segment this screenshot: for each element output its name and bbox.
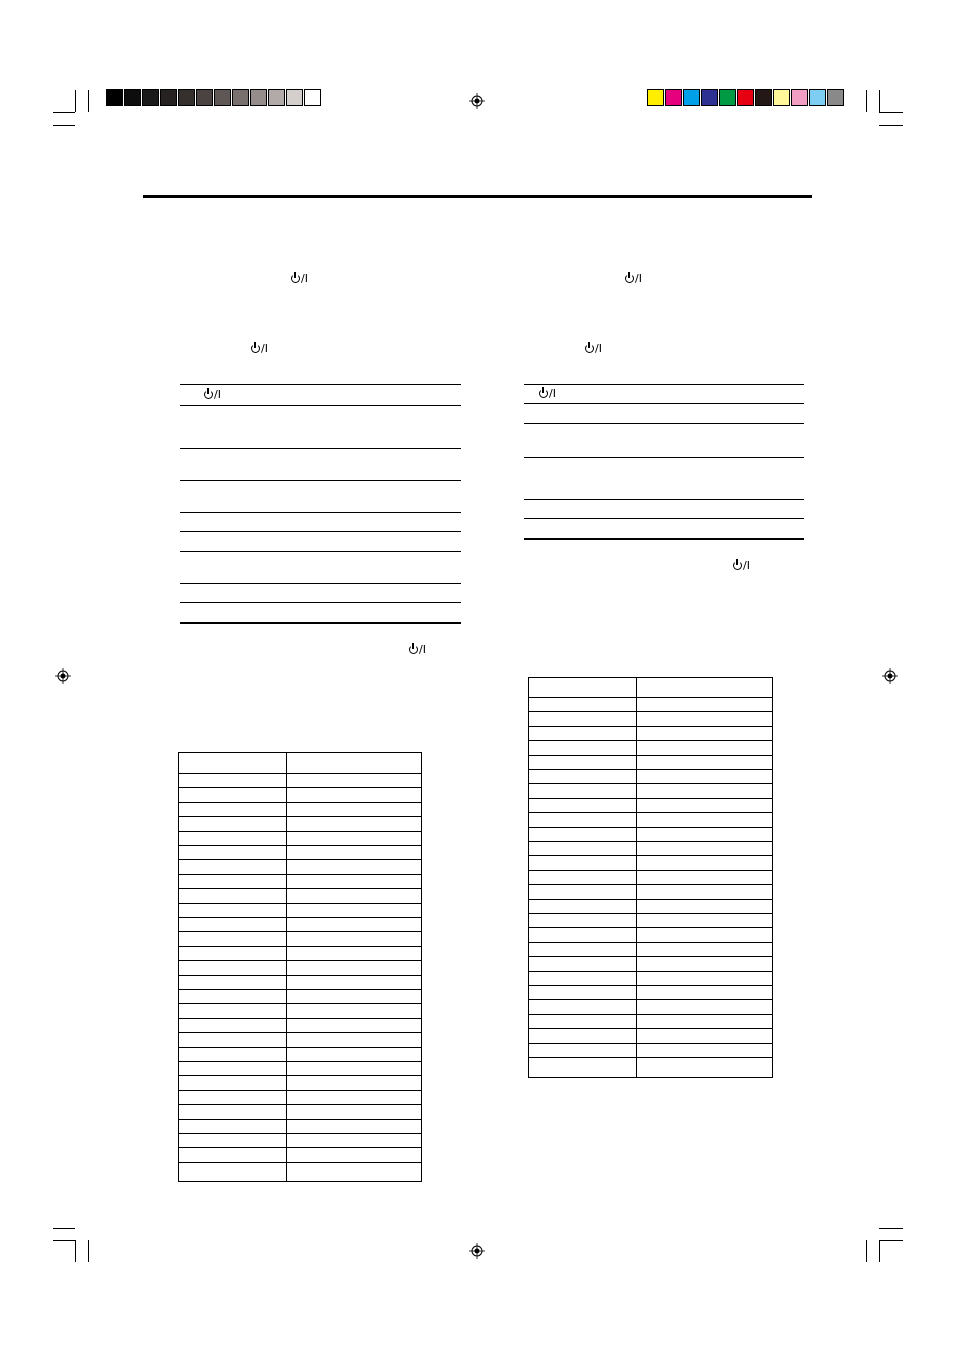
crop-mark-top-right-v: [866, 90, 867, 112]
power-standby-icon: [204, 390, 213, 399]
grid-row-rule: [179, 859, 421, 860]
grid-row-rule: [179, 975, 421, 976]
grid-row-rule: [179, 1104, 421, 1105]
right-code-grid: [528, 677, 773, 1078]
grid-row-rule: [179, 1147, 421, 1148]
calibration-swatch: [268, 89, 285, 106]
grid-row-rule: [179, 1090, 421, 1091]
crop-mark-top-left-h2: [53, 125, 75, 126]
grid-row-rule: [179, 989, 421, 990]
table-rule: [524, 384, 804, 385]
grid-row-rule: [529, 1028, 772, 1029]
power-standby-icon: [733, 561, 742, 570]
grid-row-rule: [529, 913, 772, 914]
table-rule: [180, 480, 461, 481]
crop-mark-top-right-h: [879, 112, 903, 113]
power-standby-icon: [585, 344, 594, 353]
crop-mark-bottom-right-h: [879, 1228, 903, 1229]
crop-mark-top-left-h: [53, 112, 75, 113]
grid-row-rule: [529, 942, 772, 943]
table-bottom-rule: [180, 622, 461, 624]
grid-row-rule: [179, 1061, 421, 1062]
calibration-swatch: [142, 89, 159, 106]
grid-row-rule: [529, 999, 772, 1000]
grid-row-rule: [179, 1018, 421, 1019]
grid-row-rule: [179, 931, 421, 932]
grid-row-rule: [529, 927, 772, 928]
grid-row-rule: [529, 769, 772, 770]
power-symbol: /I: [204, 389, 221, 401]
calibration-swatch: [827, 89, 844, 106]
table-rule: [524, 518, 804, 519]
grid-row-rule: [179, 1133, 421, 1134]
color-calibration-bar: [647, 89, 845, 106]
grid-row-rule: [529, 783, 772, 784]
table-rule: [524, 457, 804, 458]
grid-column-divider: [286, 753, 287, 1181]
grid-row-rule: [179, 787, 421, 788]
calibration-swatch: [737, 89, 754, 106]
calibration-swatch: [755, 89, 772, 106]
power-symbol: /I: [585, 343, 602, 355]
calibration-swatch: [665, 89, 682, 106]
grid-row-rule: [529, 899, 772, 900]
crop-mark-bottom-right-v2: [879, 1240, 880, 1262]
grid-row-rule: [529, 870, 772, 871]
table-bottom-rule: [524, 538, 804, 540]
table-rule: [524, 403, 804, 404]
calibration-swatch: [809, 89, 826, 106]
crop-mark-top-left-v2: [88, 90, 89, 112]
table-rule: [180, 583, 461, 584]
grid-row-rule: [529, 956, 772, 957]
crop-mark-bottom-right-h2: [879, 1240, 903, 1241]
power-standby-icon: [625, 274, 634, 283]
calibration-swatch: [647, 89, 664, 106]
table-rule: [180, 405, 461, 406]
grid-row-rule: [529, 985, 772, 986]
grid-row-rule: [179, 831, 421, 832]
grid-row-rule: [529, 798, 772, 799]
calibration-swatch: [286, 89, 303, 106]
grid-row-rule: [529, 711, 772, 712]
calibration-swatch: [178, 89, 195, 106]
grid-row-rule: [179, 1119, 421, 1120]
calibration-swatch: [106, 89, 123, 106]
grid-row-rule: [179, 816, 421, 817]
crop-mark-top-left-v: [75, 90, 76, 112]
calibration-swatch: [196, 89, 213, 106]
calibration-swatch: [701, 89, 718, 106]
grid-row-rule: [179, 888, 421, 889]
grid-row-rule: [529, 697, 772, 698]
power-symbol: /I: [251, 343, 268, 355]
calibration-swatch: [791, 89, 808, 106]
calibration-swatch: [214, 89, 231, 106]
grid-row-rule: [179, 946, 421, 947]
grid-row-rule: [529, 1043, 772, 1044]
calibration-swatch: [232, 89, 249, 106]
grid-row-rule: [179, 773, 421, 774]
grid-row-rule: [529, 971, 772, 972]
registration-mark-icon: [55, 668, 71, 684]
grid-row-rule: [529, 740, 772, 741]
crop-mark-bottom-left-v: [75, 1240, 76, 1262]
grid-row-rule: [179, 802, 421, 803]
table-rule: [180, 551, 461, 552]
calibration-swatch: [683, 89, 700, 106]
table-rule: [524, 423, 804, 424]
calibration-swatch: [304, 89, 321, 106]
grid-row-rule: [529, 812, 772, 813]
grid-row-rule: [179, 1003, 421, 1004]
power-symbol: /I: [625, 273, 642, 285]
registration-mark-icon: [882, 668, 898, 684]
grid-row-rule: [179, 845, 421, 846]
calibration-swatch: [124, 89, 141, 106]
crop-mark-top-right-h2: [879, 125, 903, 126]
left-code-grid: [178, 752, 422, 1182]
calibration-swatch: [160, 89, 177, 106]
table-rule: [180, 384, 461, 385]
grid-row-rule: [179, 1162, 421, 1163]
header-rule: [143, 195, 812, 198]
registration-mark-icon: [469, 93, 485, 109]
grid-row-rule: [179, 1075, 421, 1076]
power-standby-icon: [251, 344, 260, 353]
crop-mark-bottom-right-v: [866, 1240, 867, 1262]
grid-row-rule: [179, 874, 421, 875]
grid-row-rule: [179, 903, 421, 904]
table-rule: [180, 448, 461, 449]
grid-row-rule: [529, 855, 772, 856]
grid-row-rule: [179, 917, 421, 918]
power-symbol: /I: [409, 644, 426, 656]
power-standby-icon: [409, 645, 418, 654]
crop-mark-bottom-left-v2: [88, 1240, 89, 1262]
crop-mark-bottom-left-h: [53, 1228, 75, 1229]
grid-row-rule: [179, 1032, 421, 1033]
grid-row-rule: [529, 726, 772, 727]
grid-row-rule: [179, 1047, 421, 1048]
grid-column-divider: [636, 678, 637, 1077]
crop-mark-top-right-v2: [879, 90, 880, 112]
power-standby-icon: [291, 274, 300, 283]
grid-row-rule: [529, 1057, 772, 1058]
power-symbol: /I: [733, 560, 750, 572]
grayscale-calibration-bar: [106, 89, 322, 106]
calibration-swatch: [250, 89, 267, 106]
grid-row-rule: [529, 755, 772, 756]
power-symbol: /I: [539, 388, 556, 400]
table-rule: [524, 499, 804, 500]
grid-row-rule: [529, 827, 772, 828]
table-rule: [180, 531, 461, 532]
registration-mark-icon: [469, 1243, 485, 1259]
crop-mark-bottom-left-h2: [53, 1240, 75, 1241]
grid-row-rule: [179, 960, 421, 961]
calibration-swatch: [719, 89, 736, 106]
grid-row-rule: [529, 841, 772, 842]
grid-row-rule: [529, 884, 772, 885]
calibration-swatch: [773, 89, 790, 106]
power-symbol: /I: [291, 273, 308, 285]
grid-row-rule: [529, 1014, 772, 1015]
power-standby-icon: [539, 389, 548, 398]
table-rule: [180, 512, 461, 513]
table-rule: [180, 602, 461, 603]
